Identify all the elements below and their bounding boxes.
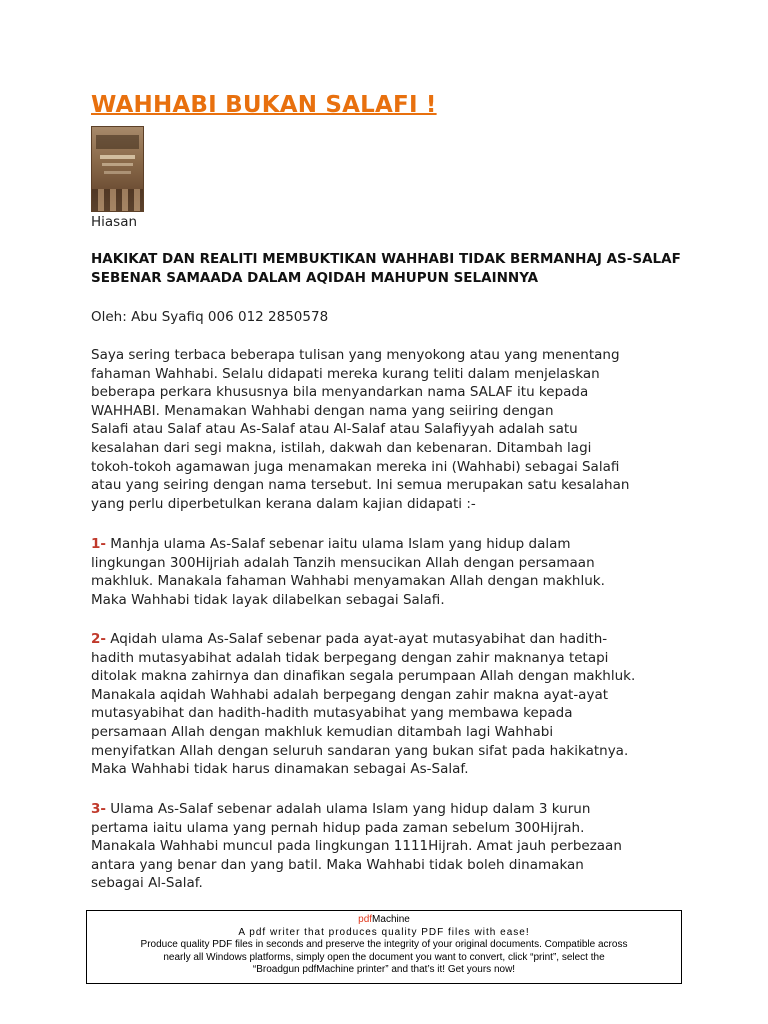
paragraph-line: Manakala aqidah Wahhabi adalah berpegang dengan zahir makna ayat-ayat bbox=[91, 686, 609, 703]
paragraph-line: tokoh-tokoh agamawan juga menamakan mereka ini (Wahhabi) sebagai Salafi bbox=[91, 458, 620, 475]
paragraph-line: ditolak makna zahirnya dan dinafikan segala perumpaan Allah dengan makhluk. bbox=[91, 668, 636, 685]
heading-line: HAKIKAT DAN REALITI MEMBUKTIKAN WAHHABI TIDAK BERMANHAJ AS-SALAF bbox=[91, 251, 681, 267]
paragraph-line: makhluk. Manakala fahaman Wahhabi menyamakan Allah dengan makhluk. bbox=[91, 573, 605, 590]
paragraph-line: yang perlu diperbetulkan kerana dalam kajian didapati :- bbox=[91, 495, 476, 512]
footer-brand: pdfMachine bbox=[358, 914, 410, 925]
author-byline: Oleh: Abu Syafiq 006 012 2850578 bbox=[91, 309, 329, 325]
book-cover-image bbox=[91, 126, 144, 212]
paragraph-line: Maka Wahhabi tidak harus dinamakan sebagai As-Salaf. bbox=[91, 761, 469, 778]
paragraph-line: menyifatkan Allah dengan seluruh sandaran yang bukan sifat pada hakikatnya. bbox=[91, 742, 629, 759]
paragraph-line: kesalahan dari segi makna, istilah, dakwah dan kebenaran. Ditambah lagi bbox=[91, 439, 592, 456]
paragraph-line: antara yang benar dan yang batil. Maka Wahhabi tidak boleh dinamakan bbox=[91, 856, 584, 873]
footer-line: nearly all Windows platforms, simply open the document you want to convert, click “print”, select the bbox=[163, 951, 605, 963]
point-2-paragraph bbox=[91, 630, 691, 779]
paragraph-line: Salafi atau Salaf atau As-Salaf atau Al-Salaf atau Salafiyyah adalah satu bbox=[91, 421, 578, 438]
point-1-paragraph bbox=[91, 535, 691, 609]
heading-line: SEBENAR SAMAADA DALAM AQIDAH MAHUPUN SELAINNYA bbox=[91, 270, 539, 286]
article-heading bbox=[91, 250, 691, 288]
paragraph-line: WAHHABI. Menamakan Wahhabi dengan nama yang seiiring dengan bbox=[91, 402, 554, 419]
paragraph-line: mutasyabihat dan hadith-hadith mutasyabihat yang membawa kepada bbox=[91, 705, 573, 722]
paragraph-line: Manhja ulama As-Salaf sebenar iaitu ulama Islam yang hidup dalam bbox=[106, 536, 571, 552]
paragraph-line: sebagai Al-Salaf. bbox=[91, 875, 203, 892]
paragraph-line: Aqidah ulama As-Salaf sebenar pada ayat-ayat mutasyabihat dan hadith- bbox=[106, 631, 608, 647]
intro-paragraph bbox=[91, 346, 691, 513]
footer-line: Produce quality PDF files in seconds and preserve the integrity of your original documents. Compatible across bbox=[140, 939, 628, 951]
paragraph-line: persamaan Allah dengan makhluk kemudian ditambah lagi Wahhabi bbox=[91, 723, 554, 740]
pdfmachine-footer bbox=[86, 910, 682, 984]
point-number: 3- bbox=[91, 801, 106, 817]
paragraph-line: Maka Wahhabi tidak layak dilabelkan sebagai Salafi. bbox=[91, 591, 445, 608]
footer-tagline: A pdf writer that produces quality PDF files with ease! bbox=[238, 926, 530, 938]
point-number: 2- bbox=[91, 631, 106, 647]
point-number: 1- bbox=[91, 536, 106, 552]
point-3-paragraph bbox=[91, 800, 691, 893]
paragraph-line: beberapa perkara khususnya bila menyandarkan nama SALAF itu kepada bbox=[91, 384, 589, 401]
article-title: WAHHABI BUKAN SALAFI ! bbox=[91, 92, 437, 118]
paragraph-line: lingkungan 300Hijriah adalah Tanzih mensucikan Allah dengan persamaan bbox=[91, 554, 595, 571]
image-caption: Hiasan bbox=[91, 214, 138, 230]
paragraph-line: atau yang seiring dengan nama tersebut. Ini semua merupakan satu kesalahan bbox=[91, 477, 630, 494]
paragraph-line: Saya sering terbaca beberapa tulisan yang menyokong atau yang menentang bbox=[91, 347, 620, 363]
paragraph-line: fahaman Wahhabi. Selalu didapati mereka kurang teliti dalam menjelaskan bbox=[91, 365, 600, 382]
paragraph-line: hadith mutasyabihat adalah tidak berpegang dengan zahir maknanya tetapi bbox=[91, 649, 609, 666]
paragraph-line: pertama iaitu ulama yang pernah hidup pada zaman sebelum 300Hijrah. bbox=[91, 819, 585, 836]
paragraph-line: Ulama As-Salaf sebenar adalah ulama Islam yang hidup dalam 3 kurun bbox=[106, 801, 591, 817]
paragraph-line: Manakala Wahhabi muncul pada lingkungan 1111Hijrah. Amat jauh perbezaan bbox=[91, 838, 622, 855]
footer-line: “Broadgun pdfMachine printer” and that’s it! Get yours now! bbox=[252, 964, 516, 976]
